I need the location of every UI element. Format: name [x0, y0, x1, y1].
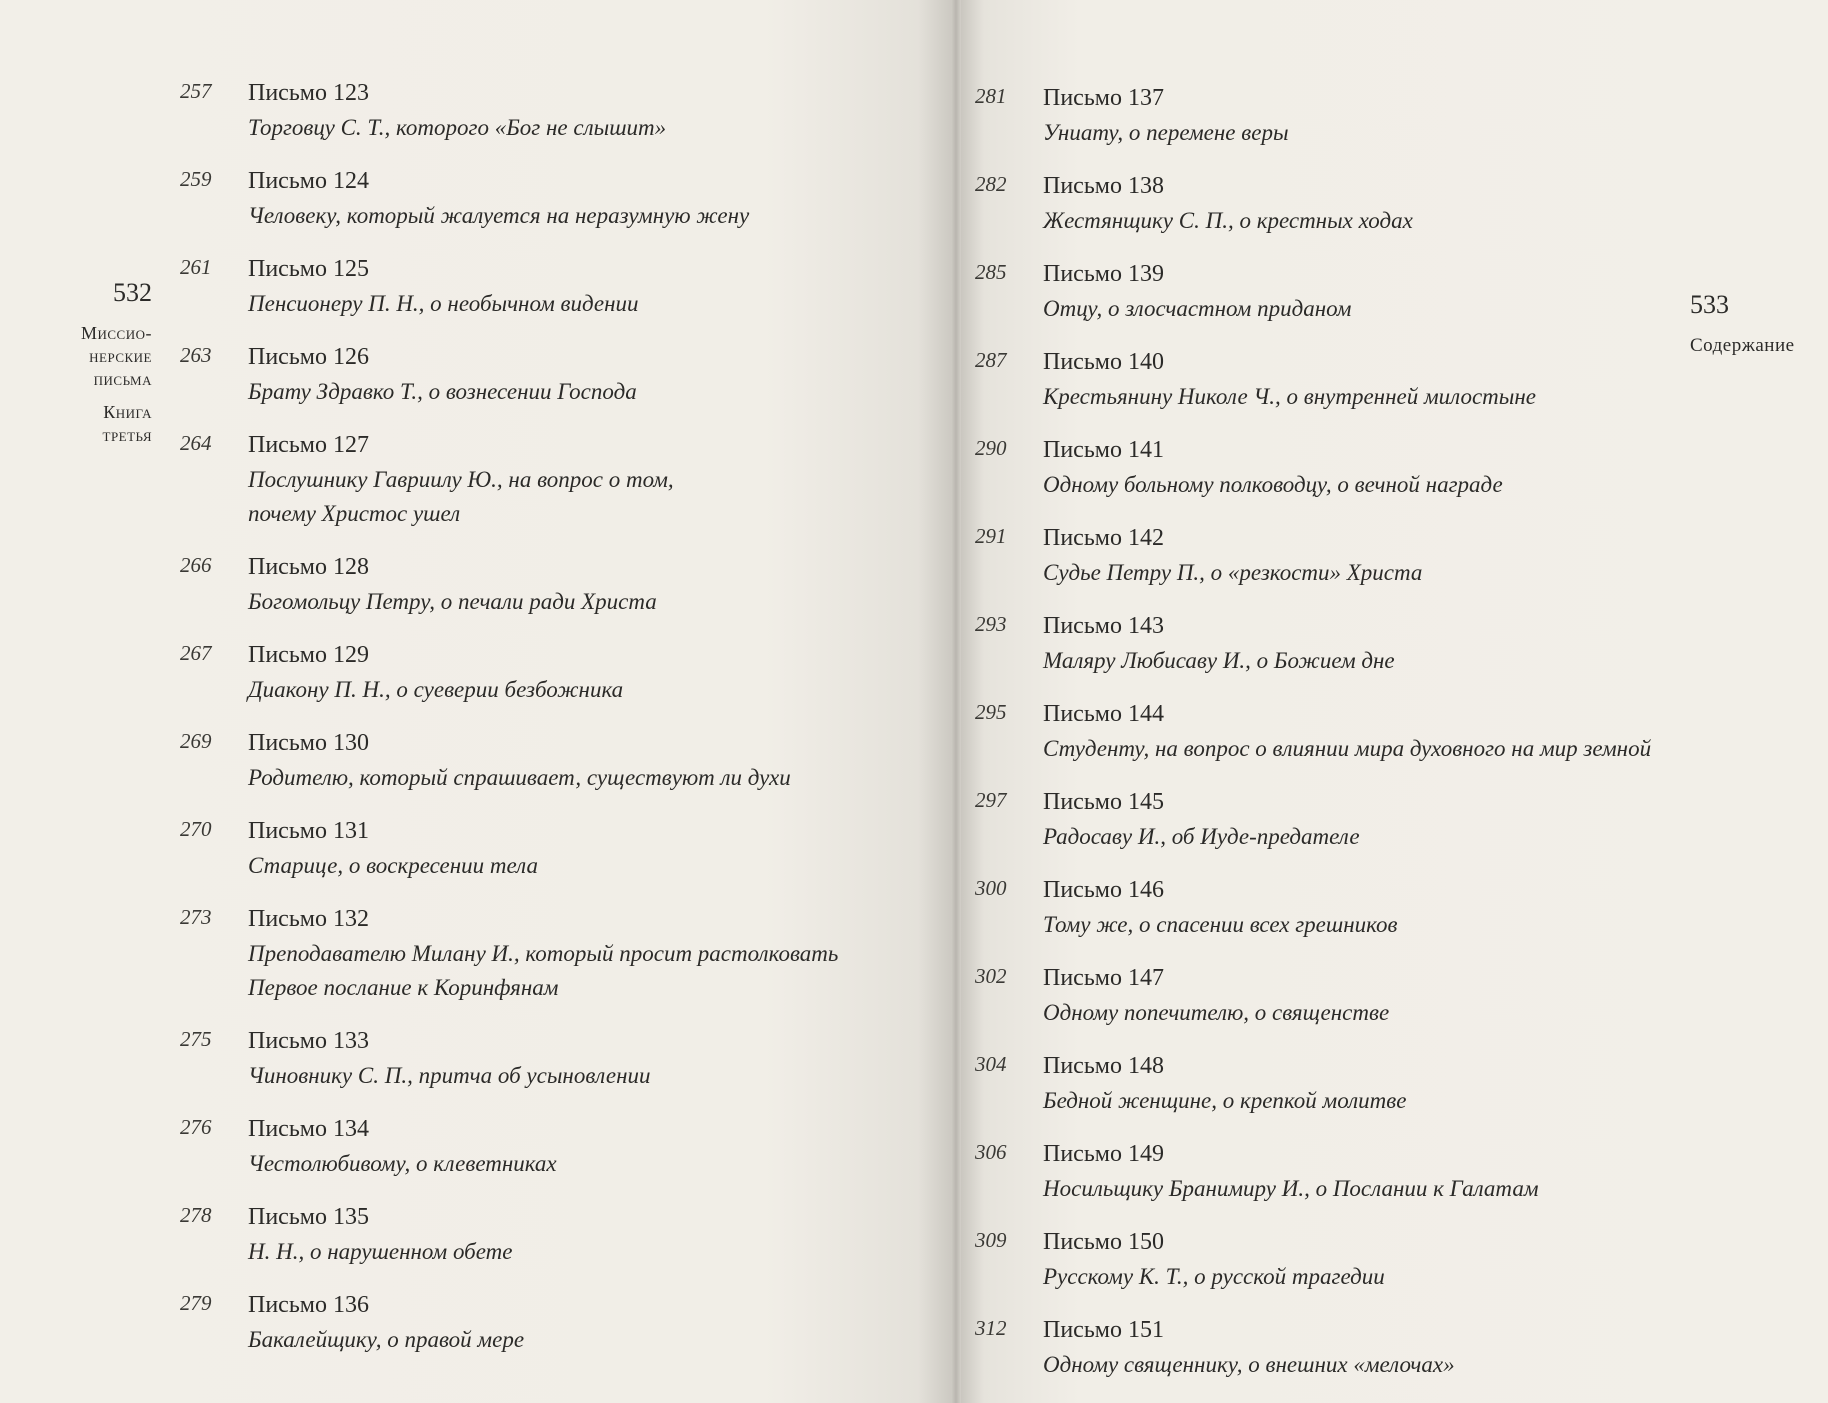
- toc-entry: [975, 696, 1755, 766]
- letter-title: Письмо 135: [248, 1204, 369, 1230]
- letter-title: Письмо 147: [1043, 965, 1164, 991]
- letter-title: Письмо 138: [1043, 173, 1164, 199]
- running-head-line: третья: [102, 425, 152, 445]
- toc-entry: [975, 1048, 1755, 1118]
- toc-entry: [975, 520, 1755, 590]
- page-number: 264: [180, 431, 212, 455]
- toc-entry: [975, 344, 1755, 414]
- toc-entry: [975, 784, 1755, 854]
- description-line: Послушнику Гавриилу Ю., на вопрос о том,: [248, 467, 674, 492]
- description-line: Старице, о воскресении тела: [248, 853, 538, 878]
- description-line: Носильщику Бранимиру И., о Послании к Галатам: [1043, 1176, 1539, 1201]
- toc-entry: [180, 637, 940, 707]
- letter-title: Письмо 145: [1043, 789, 1164, 815]
- page-number: 273: [180, 905, 212, 929]
- letter-title: Письмо 133: [248, 1028, 369, 1054]
- toc-entry: [975, 960, 1755, 1030]
- page-number: 297: [975, 788, 1007, 812]
- toc-entry: [975, 608, 1755, 678]
- letter-description: [248, 849, 940, 883]
- letter-title: Письмо 141: [1043, 437, 1164, 463]
- page-number: 282: [975, 172, 1007, 196]
- toc-entry: [180, 1287, 940, 1357]
- description-line: почему Христос ушел: [248, 501, 461, 526]
- letter-description: [1043, 996, 1755, 1030]
- description-line: Русскому К. Т., о русской трагедии: [1043, 1264, 1385, 1289]
- page-number: 263: [180, 343, 212, 367]
- description-line: Судье Петру П., о «резкости» Христа: [1043, 560, 1423, 585]
- toc-entry: [975, 1224, 1755, 1294]
- letter-title: Письмо 144: [1043, 701, 1164, 727]
- running-head-line: Миссио-: [80, 323, 152, 343]
- description-line: Н. Н., о нарушенном обете: [248, 1239, 513, 1264]
- letter-title: Письмо 140: [1043, 349, 1164, 375]
- page-number: 295: [975, 700, 1007, 724]
- toc-entry: [975, 168, 1755, 238]
- letter-description: [1043, 556, 1755, 590]
- page-number: 309: [975, 1228, 1007, 1252]
- letter-title: Письмо 137: [1043, 85, 1164, 111]
- letter-title: Письмо 123: [248, 80, 369, 106]
- letter-title: Письмо 130: [248, 730, 369, 756]
- toc-entry: [975, 1136, 1755, 1206]
- page-number: 291: [975, 524, 1007, 548]
- toc-entry: [180, 163, 940, 233]
- toc-entry: [180, 1023, 940, 1093]
- page-number: 267: [180, 641, 212, 665]
- letter-description: [1043, 908, 1755, 942]
- page-number: 259: [180, 167, 212, 191]
- description-line: Одному больному полководцу, о вечной награде: [1043, 472, 1503, 497]
- description-line: Бакалейщику, о правой мере: [248, 1327, 525, 1352]
- page-number: 270: [180, 817, 212, 841]
- page-number: 312: [975, 1316, 1007, 1340]
- letter-description: [248, 1235, 940, 1269]
- letter-title: Письмо 127: [248, 432, 369, 458]
- letter-description: [248, 1147, 940, 1181]
- letter-title: Письмо 132: [248, 906, 369, 932]
- letter-title: Письмо 149: [1043, 1141, 1164, 1167]
- page-number: 306: [975, 1140, 1007, 1164]
- letter-title: Письмо 142: [1043, 525, 1164, 551]
- letter-title: Письмо 143: [1043, 613, 1164, 639]
- letter-title: Письмо 128: [248, 554, 369, 580]
- toc-entry: [975, 872, 1755, 942]
- toc-entry: [975, 432, 1755, 502]
- page-number: 287: [975, 348, 1007, 372]
- letter-title: Письмо 124: [248, 168, 369, 194]
- description-line: Униату, о перемене веры: [1043, 120, 1289, 145]
- letter-description: [1043, 292, 1755, 326]
- page-number: 302: [975, 964, 1007, 988]
- letter-description: [1043, 820, 1755, 854]
- running-head-line: Содержание: [1690, 335, 1795, 356]
- description-line: Первое послание к Коринфянам: [248, 975, 559, 1000]
- page-number: 285: [975, 260, 1007, 284]
- letter-description: [248, 375, 940, 409]
- page-number: 300: [975, 876, 1007, 900]
- letter-title: Письмо 151: [1043, 1317, 1164, 1343]
- letter-title: Письмо 148: [1043, 1053, 1164, 1079]
- description-line: Человеку, который жалуется на неразумную жену: [248, 203, 750, 228]
- description-line: Родителю, который спрашивает, существуют ли духи: [248, 765, 791, 790]
- letter-description: [248, 463, 940, 531]
- toc-entry: [180, 1199, 940, 1269]
- toc-entry: [975, 256, 1755, 326]
- description-line: Торговцу С. Т., которого «Бог не слышит»: [248, 115, 667, 140]
- letter-description: [248, 111, 940, 145]
- description-line: Студенту, на вопрос о влиянии мира духовного на мир земной: [1043, 736, 1652, 761]
- page-number: 275: [180, 1027, 212, 1051]
- letter-description: [248, 199, 940, 233]
- letter-description: [1043, 1172, 1755, 1206]
- toc-entry: [180, 813, 940, 883]
- letter-description: [248, 585, 940, 619]
- page-number: 257: [180, 79, 212, 103]
- toc-entry: [975, 1312, 1755, 1382]
- letter-description: [248, 1059, 940, 1093]
- description-line: Отцу, о злосчастном приданом: [1043, 296, 1352, 321]
- description-line: Маляру Любисаву И., о Божием дне: [1043, 648, 1395, 673]
- letter-description: [248, 673, 940, 707]
- toc-entry: [180, 549, 940, 619]
- page-number: 276: [180, 1115, 212, 1139]
- letter-description: [1043, 380, 1755, 414]
- letter-description: [248, 761, 940, 795]
- running-head-line: нерские: [89, 346, 152, 366]
- letter-title: Письмо 129: [248, 642, 369, 668]
- description-line: Честолюбивому, о клеветниках: [248, 1151, 557, 1176]
- toc-entry: [180, 251, 940, 321]
- page-number: 293: [975, 612, 1007, 636]
- page-number: 290: [975, 436, 1007, 460]
- page-number: 279: [180, 1291, 212, 1315]
- running-head-line: Книга: [103, 402, 152, 422]
- toc-entry: [180, 339, 940, 409]
- letter-title: Письмо 134: [248, 1116, 369, 1142]
- letter-description: [1043, 644, 1755, 678]
- page-number: 266: [180, 553, 212, 577]
- description-line: Преподавателю Милану И., который просит растолковать: [248, 941, 839, 966]
- description-line: Брату Здравко Т., о вознесении Господа: [248, 379, 637, 404]
- letter-description: [1043, 204, 1755, 238]
- left-folio: 532: [113, 278, 152, 307]
- letter-title: Письмо 131: [248, 818, 369, 844]
- letter-title: Письмо 136: [248, 1292, 369, 1318]
- toc-right: [975, 80, 1755, 1400]
- description-line: Крестьянину Николе Ч., о внутренней милостыне: [1043, 384, 1536, 409]
- toc-entry: [180, 901, 940, 1005]
- right-folio: 533: [1690, 290, 1729, 319]
- page-number: 281: [975, 84, 1007, 108]
- letter-title: Письмо 125: [248, 256, 369, 282]
- letter-description: [1043, 468, 1755, 502]
- description-line: Тому же, о спасении всех грешников: [1043, 912, 1398, 937]
- description-line: Одному попечителю, о священстве: [1043, 1000, 1390, 1025]
- toc-left: [180, 75, 940, 1375]
- letter-description: [1043, 1084, 1755, 1118]
- toc-entry: [180, 75, 940, 145]
- description-line: Жестянщику С. П., о крестных ходах: [1043, 208, 1413, 233]
- description-line: Диакону П. Н., о суеверии безбожника: [248, 677, 624, 702]
- letter-description: [248, 1323, 940, 1357]
- toc-entry: [180, 1111, 940, 1181]
- book-gutter: [951, 0, 961, 1403]
- left-margin: [40, 278, 152, 447]
- letter-title: Письмо 126: [248, 344, 369, 370]
- letter-description: [1043, 1348, 1755, 1382]
- letter-title: Письмо 139: [1043, 261, 1164, 287]
- letter-description: [1043, 732, 1755, 766]
- letter-description: [248, 287, 940, 321]
- description-line: Богомольцу Петру, о печали ради Христа: [248, 589, 657, 614]
- description-line: Одному священнику, о внешних «мелочах»: [1043, 1352, 1455, 1377]
- toc-entry: [180, 427, 940, 531]
- letter-description: [1043, 1260, 1755, 1294]
- description-line: Чиновнику С. П., притча об усыновлении: [248, 1063, 651, 1088]
- letter-title: Письмо 146: [1043, 877, 1164, 903]
- description-line: Пенсионеру П. Н., о необычном видении: [248, 291, 639, 316]
- running-head-line: письма: [93, 369, 152, 389]
- page-number: 278: [180, 1203, 212, 1227]
- page-number: 304: [975, 1052, 1007, 1076]
- page-number: 261: [180, 255, 212, 279]
- description-line: Бедной женщине, о крепкой молитве: [1043, 1088, 1407, 1113]
- toc-entry: [180, 725, 940, 795]
- letter-title: Письмо 150: [1043, 1229, 1164, 1255]
- letter-description: [1043, 116, 1755, 150]
- letter-description: [248, 937, 940, 1005]
- toc-entry: [975, 80, 1755, 150]
- page-number: 269: [180, 729, 212, 753]
- description-line: Радосаву И., об Иуде-предателе: [1043, 824, 1360, 849]
